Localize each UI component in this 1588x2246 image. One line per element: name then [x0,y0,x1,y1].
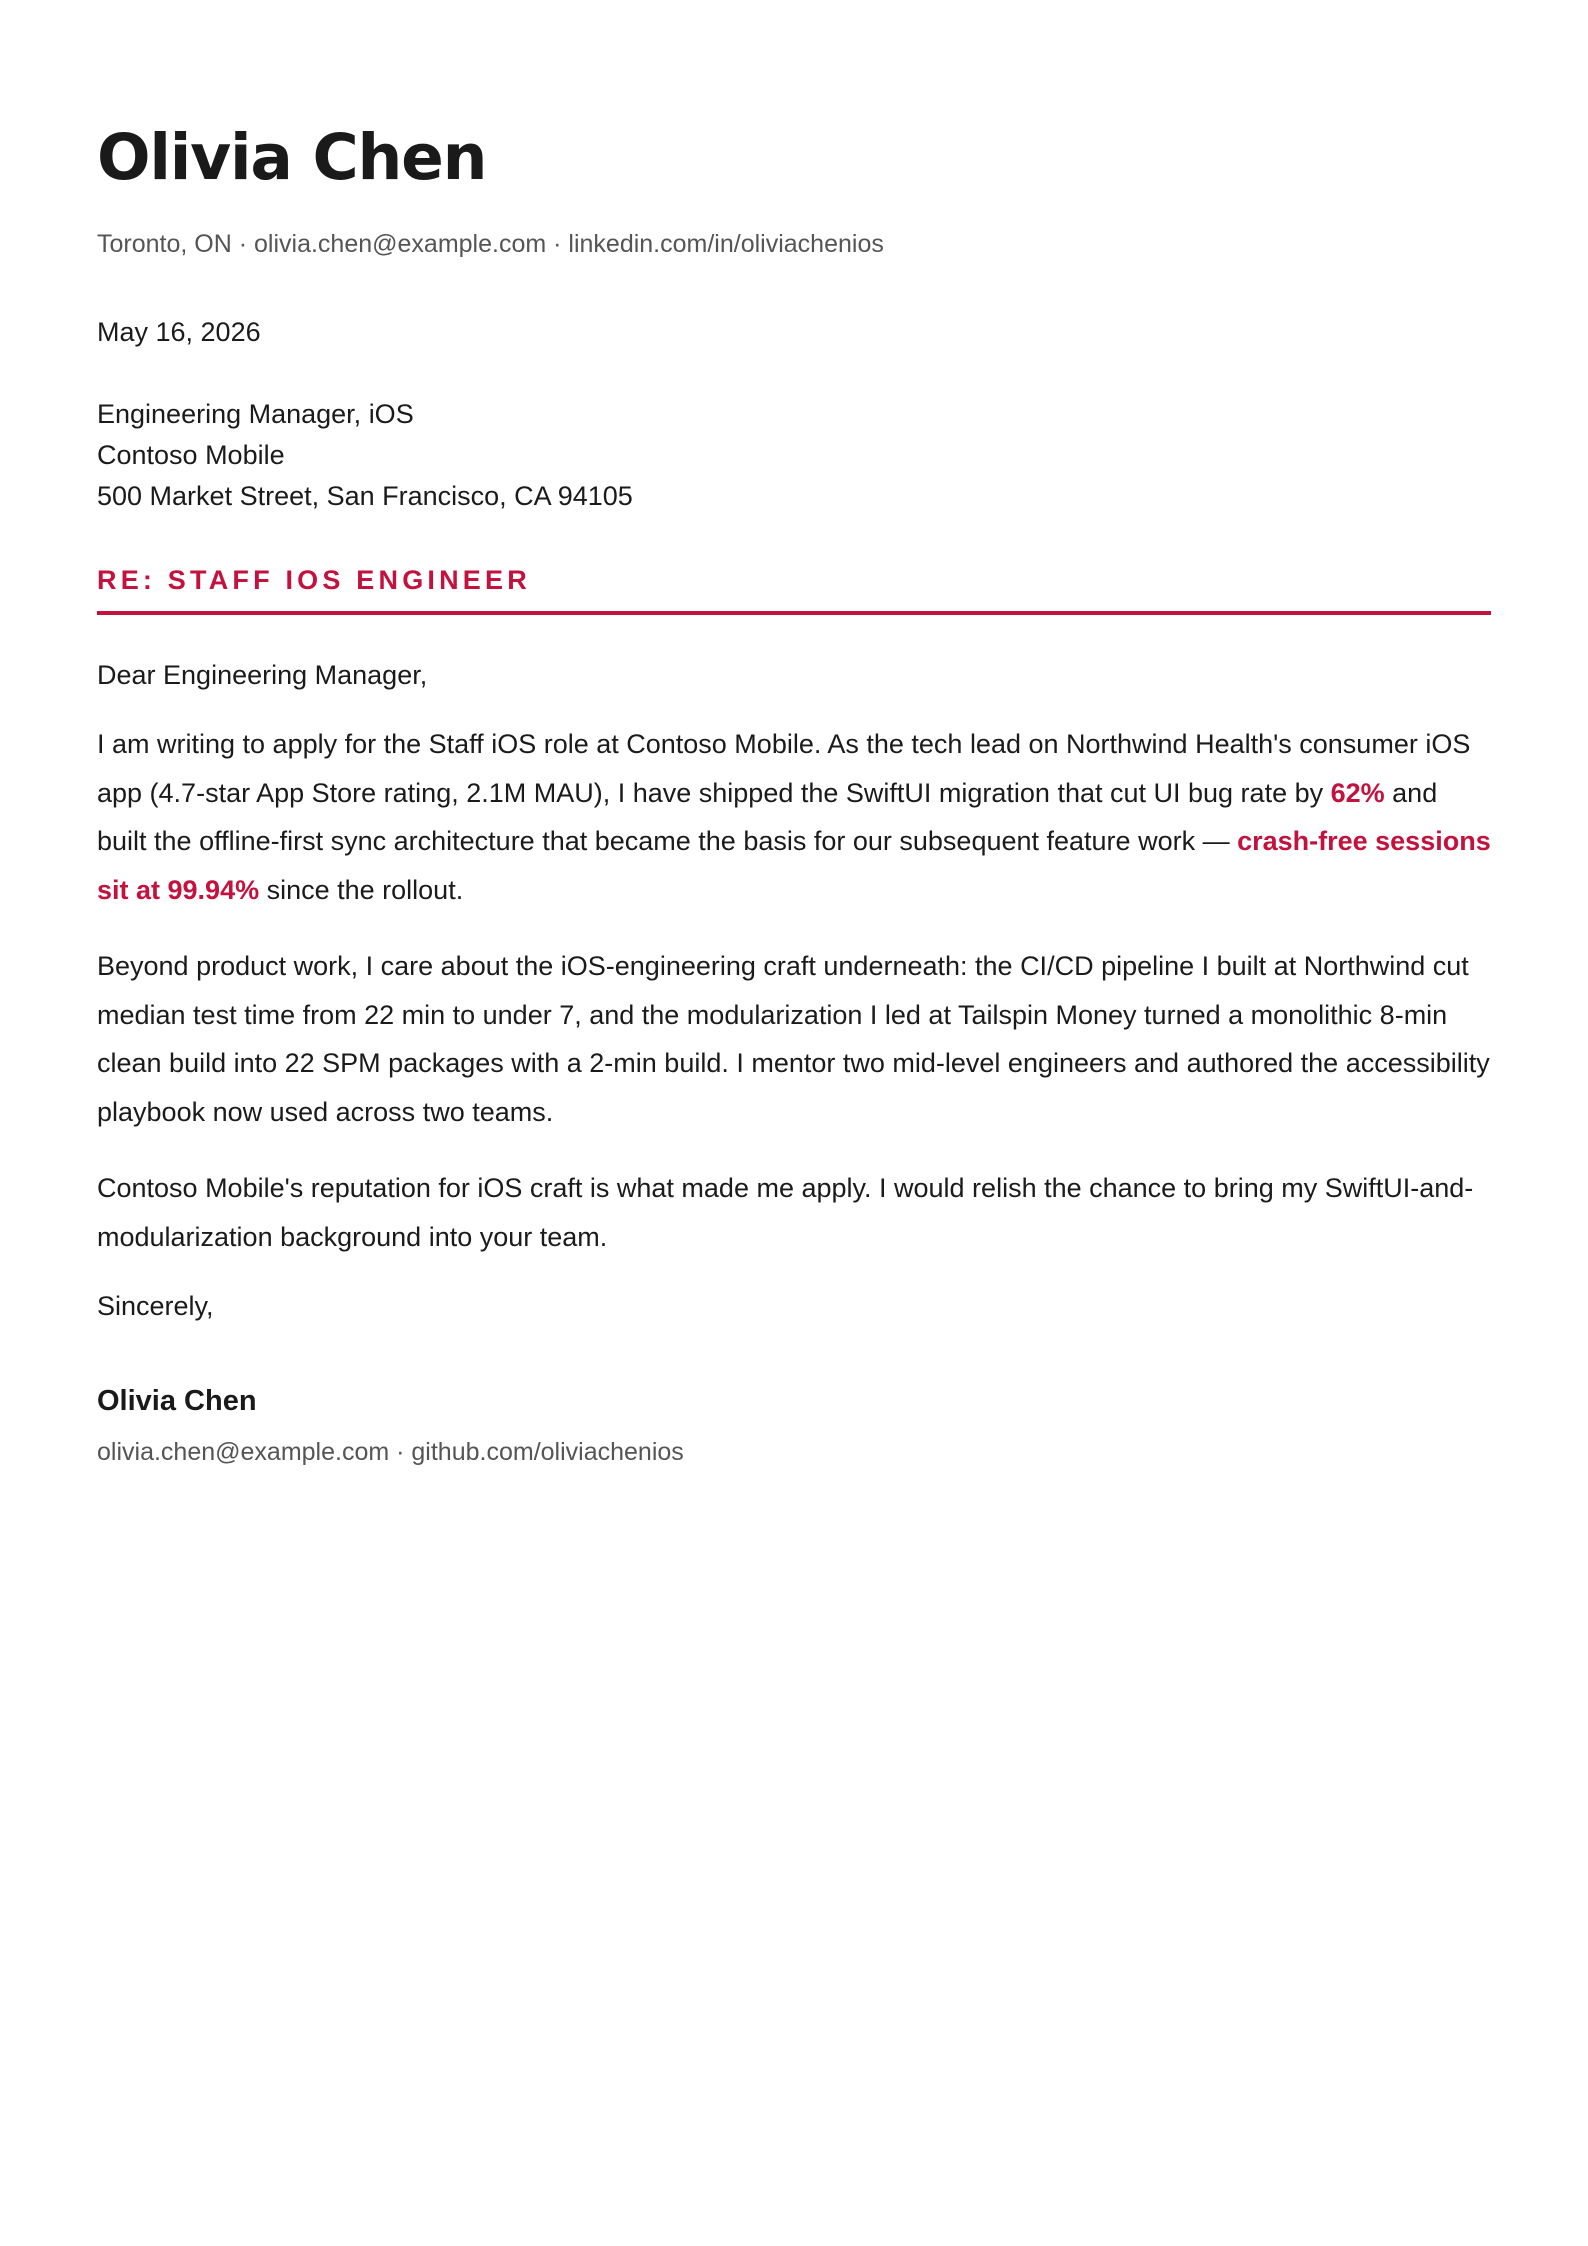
recipient-title: Engineering Manager, iOS [97,399,414,429]
location-text: Toronto, ON [97,230,232,258]
paragraph-text: since the rollout. [259,874,464,905]
applicant-name: Olivia Chen [97,121,487,194]
highlight-crash-free: crash-free sessions sit at 99.94% [97,826,1491,905]
signature-email-link[interactable]: olivia.chen@example.com [97,1438,390,1466]
closing-line: Sincerely, [97,1291,214,1321]
recipient-block [97,394,1491,517]
email-link[interactable]: olivia.chen@example.com [254,230,547,258]
highlight-bug-rate: 62% [1330,777,1385,808]
contact-separator: · [546,230,569,258]
letter-date: May 16, 2026 [97,317,261,347]
body-paragraph-1 [97,720,1491,914]
body-paragraph-2: Beyond product work, I care about the iOS-engineering craft underneath: the CI/CD pipeline I built at Northwind cut median test time from 22 min to under 7, and the modularization I led at Tailspin Money turned a monolithic 8-min clean build into 22 SPM packages with a 2-min build. I mentor two mid-level engineers and authored the accessibility playbook now used across two teams. [97,951,1490,1127]
signature-contact-line [97,1435,1491,1469]
body-paragraph-3: Contoso Mobile's reputation for iOS craft is what made me apply. I would relish the chance to bring my SwiftUI-and-modularization background into your team. [97,1173,1474,1252]
paragraph-text: and built the offline-first sync architecture that became the basis for our subsequent feature work — [97,777,1438,856]
signature-name: Olivia Chen [97,1385,257,1417]
paragraph-text: I am writing to apply for the Staff iOS role at Contoso Mobile. As the tech lead on Northwind Health's consumer iOS app (4.7-star App Store rating, 2.1M MAU), I have shipped the SwiftUI migration that cut UI bug rate by [97,729,1471,808]
subject-heading: RE: STAFF IOS ENGINEER [97,563,1491,615]
salutation: Dear Engineering Manager, [97,660,428,690]
header-contact-line [97,227,1491,261]
recipient-address: 500 Market Street, San Francisco, CA 94105 [97,481,633,511]
linkedin-link[interactable]: linkedin.com/in/oliviachenios [568,230,884,258]
contact-separator: · [231,230,254,258]
recipient-company: Contoso Mobile [97,440,285,470]
contact-separator: · [389,1438,412,1466]
github-link[interactable]: github.com/oliviachenios [411,1438,684,1466]
